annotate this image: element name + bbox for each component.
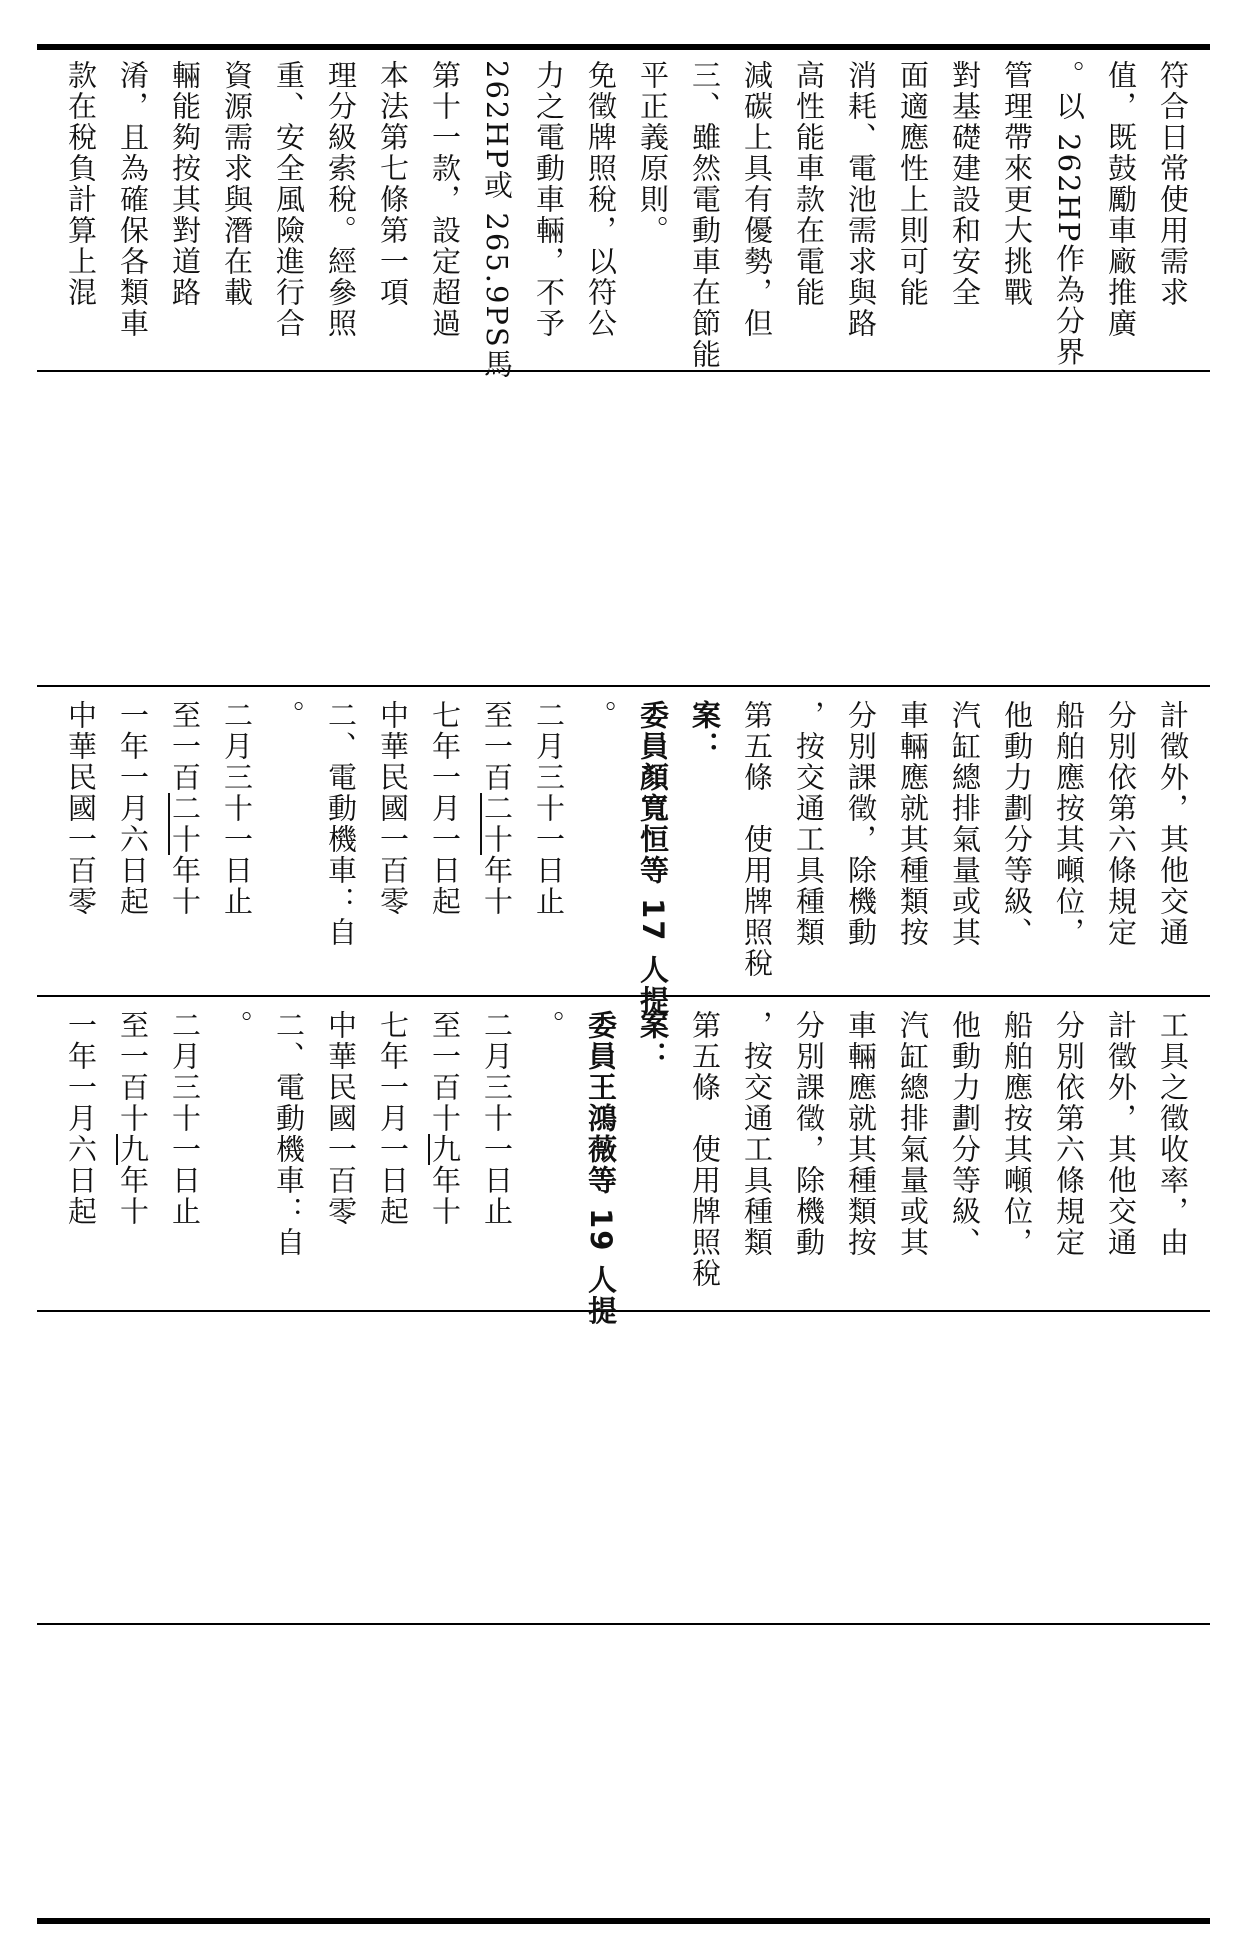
text-column: 二月三十一日止 [168,1010,202,1227]
article-text: 計徵外，其他交通 [1104,1010,1138,1258]
article-text: 分別課徵，除機動 [844,700,878,948]
text-column: 款在稅負計算上混 [64,60,98,308]
text-fragment: 年十 [428,1165,462,1227]
proposer-heading: 委員顏寬恒等 17 人提 [636,700,670,1017]
amended-text: 二十 [480,793,514,855]
article-text: 他動力劃分等級、 [1000,700,1034,948]
explanation-panel [37,50,1210,380]
text-column: 二月三十一日止 [480,1010,514,1227]
text-column: 第十一款，設定超過 [428,60,462,339]
text-column: 減碳上具有優勢，但 [740,60,774,339]
proposal-panel-yan [37,690,1210,1017]
article-text: 第五條 使用牌照稅 [688,1010,722,1289]
text-column: 淆，且為確保各類車 [116,60,150,339]
text-column: 對基礎建設和安全 [948,60,982,308]
text-column: 中華民國一百零 [64,700,98,917]
text-column: 。 [272,700,306,731]
text-column: 中華民國一百零 [324,1010,358,1227]
text-column: 面適應性上則可能 [896,60,930,308]
text-fragment: 年十 [116,1165,150,1227]
article-text: 車輛應就其種類按 [896,700,930,948]
text-column: 平正義原則。 [636,60,670,246]
article-text: 第五條 使用牌照稅 [740,700,774,979]
text-column: 二月三十一日止 [220,700,254,917]
article-text: 分別依第六條規定 [1052,1010,1086,1258]
bottom-rule [37,1918,1210,1924]
text-column [114,1010,152,1227]
text-column: 七年一月一日起 [428,700,462,917]
proposer-heading: 案： [688,700,722,762]
proposal-panel-wang [37,1000,1210,1327]
article-text: 汽缸總排氣量或其 [948,700,982,948]
article-text: 船舶應按其噸位， [1052,700,1086,948]
divider-4 [37,1310,1210,1312]
text-column: 一年一月六日起 [64,1010,98,1227]
text-column: 二、電動機車：自 [324,700,358,948]
article-text: 車輛應就其種類按 [844,1010,878,1258]
proposer-heading: 案： [636,1010,670,1072]
text-column [166,700,204,917]
text-column: 符合日常使用需求 [1156,60,1190,308]
text-column: 。 [532,1010,566,1041]
text-column [478,700,516,917]
text-column: 力之電動車輛，不予 [532,60,566,339]
article-text: 工具之徵收率，由 [1156,1010,1190,1258]
text-column: 高性能車款在電能 [792,60,826,308]
text-fragment: 年十 [480,855,514,917]
text-column: 消耗、電池需求與路 [844,60,878,339]
text-column: 。 [220,1010,254,1041]
text-column: 資源需求與潛在載 [220,60,254,308]
text-column: 一年一月六日起 [116,700,150,917]
text-column: 二、電動機車：自 [272,1010,306,1258]
text-column: 免徵牌照稅，以符公 [584,60,618,339]
divider-1 [37,370,1210,372]
article-text: 分別依第六條規定 [1104,700,1138,948]
divider-5 [37,1623,1210,1625]
text-column: 理分級索稅。經參照 [324,60,358,339]
proposer-heading: 委員王鴻薇等 19 人提 [584,1010,618,1327]
article-text: ，按交通工具種類 [792,700,826,948]
text-column: 二月三十一日止 [532,700,566,917]
amended-text: 九 [428,1134,462,1165]
text-column [426,1010,464,1227]
text-column: 中華民國一百零 [376,700,410,917]
amended-text: 二十 [168,793,202,855]
article-text: 分別課徵，除機動 [792,1010,826,1258]
text-column: 三、雖然電動車在節能 [688,60,722,370]
text-column: 輛能夠按其對道路 [168,60,202,308]
article-text: 他動力劃分等級、 [948,1010,982,1258]
text-column: 本法第七條第一項 [376,60,410,308]
text-column: 262HP或 265.9PS馬 [480,60,514,380]
divider-2 [37,685,1210,687]
text-fragment: 年十 [168,855,202,917]
text-column: 管理帶來更大挑戰 [1000,60,1034,308]
text-fragment: 至一百 [480,700,514,793]
amended-text: 九 [116,1134,150,1165]
divider-3 [37,995,1210,997]
text-column: 。 [584,700,618,731]
text-fragment: 至一百 [168,700,202,793]
text-column: 值，既鼓勵車廠推廣 [1104,60,1138,339]
text-fragment: 至一百十 [428,1010,462,1134]
text-column: 。以 262HP作為分界 [1052,60,1086,368]
article-text: 船舶應按其噸位， [1000,1010,1034,1258]
article-text: 汽缸總排氣量或其 [896,1010,930,1258]
text-column: 七年一月一日起 [376,1010,410,1227]
article-text: 計徵外，其他交通 [1156,700,1190,948]
text-fragment: 至一百十 [116,1010,150,1134]
article-text: ，按交通工具種類 [740,1010,774,1258]
text-column: 重、安全風險進行合 [272,60,306,339]
